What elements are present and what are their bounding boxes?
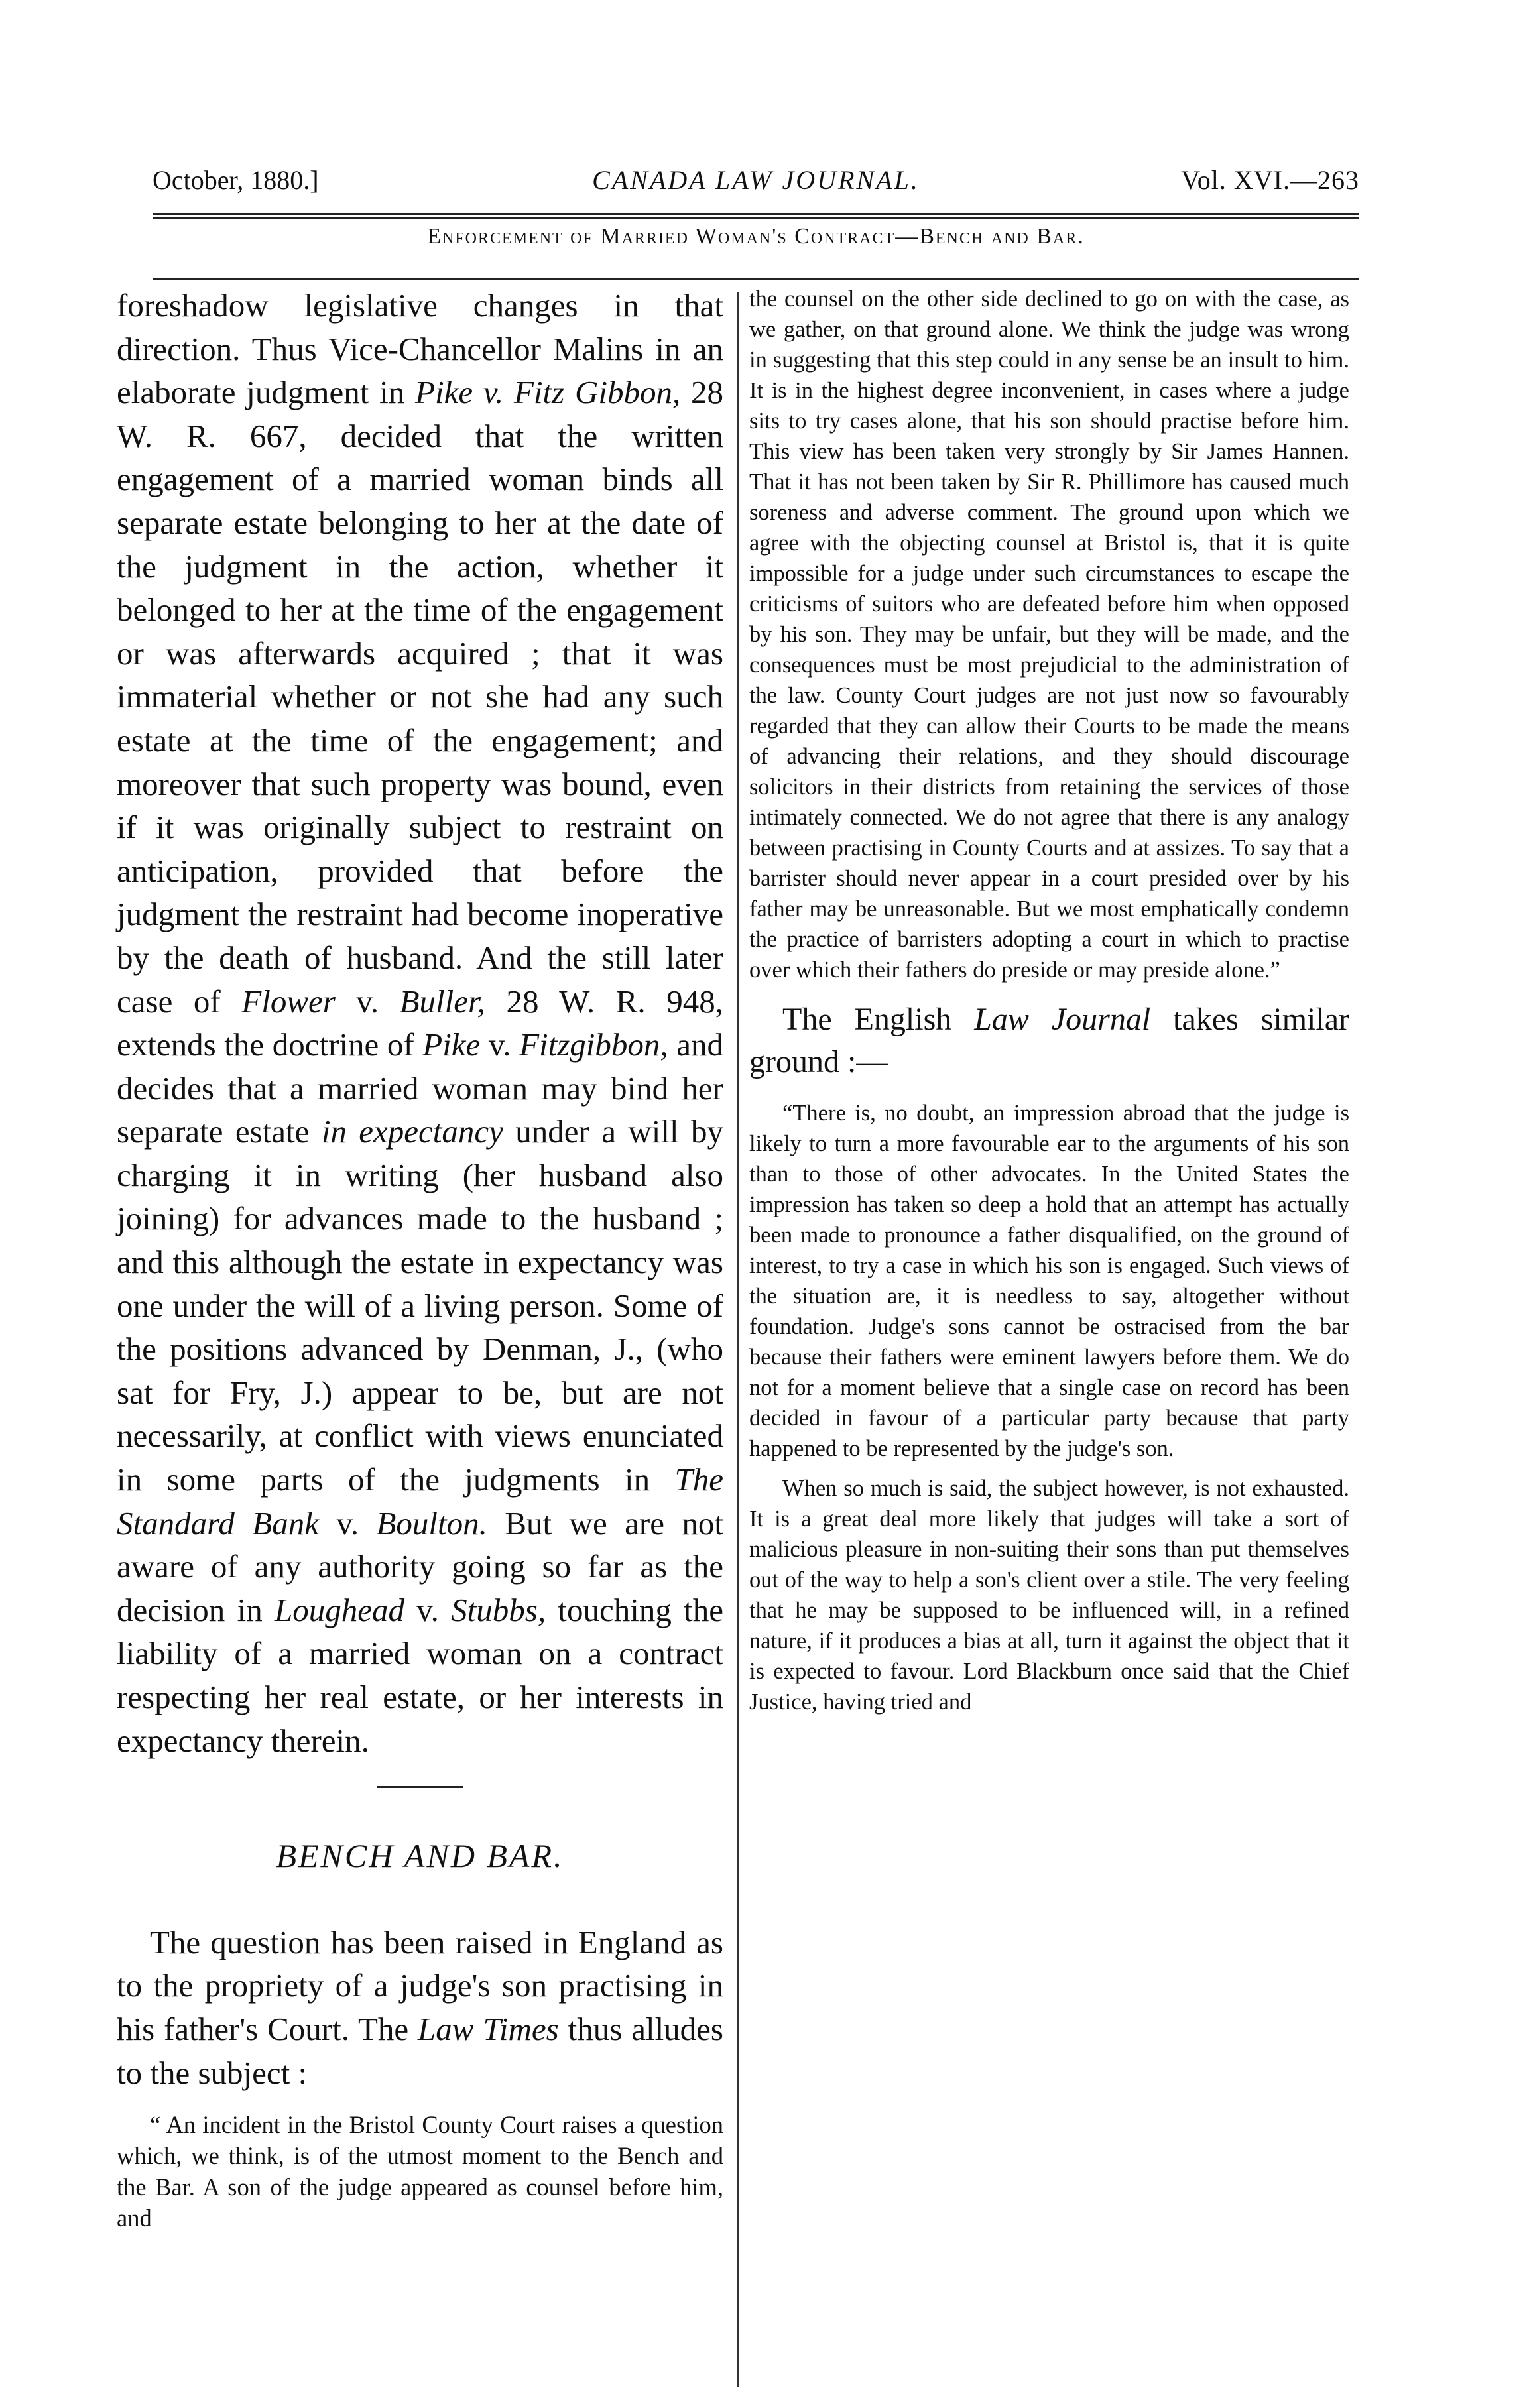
right-column [749, 284, 1349, 1717]
journal-title: CANADA LAW JOURNAL. [592, 165, 920, 195]
header-rule-bottom [153, 217, 1359, 219]
case-name: Pike [422, 1026, 481, 1063]
case-name: Buller, [399, 983, 485, 1020]
page-subtitle: Enforcement of Married Woman's Contract—Bench and Bar. [427, 224, 1085, 249]
header-rule-top [153, 213, 1359, 215]
case-name: Loughead [274, 1591, 404, 1628]
right-quote: “There is, no doubt, an impression abroad that the judge is likely to turn a more favourable ear to the arguments of his son than to those of other advocates. In the United States the impression has taken so deep a hold that an attempt has actually been made to pronounce a father disqualified, on the ground of interest, to try a case in which his son is engaged. Such views of the situation are, it is needless to say, altogether without foundation. Judge's sons cannot be ostracised from the bar because their fathers were eminent lawyers before them. We do not for a moment believe that a single case on record has been decided in favour of a particular party because that party happened to be represented by the judge's son. [749, 1101, 1349, 1461]
publication-name: Law Journal [974, 1002, 1151, 1037]
subtitle-rule [153, 278, 1359, 280]
left-column [117, 284, 723, 2234]
case-name: Boulton. [376, 1504, 487, 1541]
case-name: Stubbs, [451, 1591, 546, 1628]
case-name: Flower [241, 983, 336, 1020]
right-paragraph-2: The English Law Journal takes similar ground :— [749, 1002, 1350, 1079]
running-header [153, 164, 1359, 204]
column-divider [737, 292, 739, 2387]
section-heading: BENCH AND BAR. [276, 1837, 564, 1875]
left-paragraph-1: foreshadow legislative changes in that direction. Thus Vice-Chancellor Malins in an elaborate judgment in Pike v. Fitz Gibbon, 28 W. R. 667, decided that the written engagement of a married woman binds all separate estate belonging to her at the date of the judgment in the action, whether it belonged to her at the time of the engagement or was afterwards acquired ; that it was immaterial whether or not she had any such estate at the time of the engagement; and moreover that such property was bound, even if it was originally subject to restraint on anticipation, provided that before the judgment the restraint had become inoperative by the death of husband. And the still later case of Flower v. Buller, 28 W. R. 948, extends the doctrine of Pike v. Fitzgibbon, and decides that a married woman may bind her separate estate in expectancy under a will by charging it in writing (her husband also joining) for advances made to the husband ; and this although the estate in expectancy was one under the will of a living person. Some of the positions advanced by Denman, J., (who sat for Fry, J.) appear to be, but are not necessarily, at conflict with views enunciated in some parts of the judgments in The Standard Bank v. Boulton. But we are not aware of any authority going so far as the decision in Loughead v. Stubbs, touching the liability of a married woman on a contract respecting her real estate, or her interests in expectancy therein. [117, 287, 724, 1759]
right-paragraph-4: When so much is said, the subject however, is not exhausted. It is a great deal more likely that judges will take a sort of malicious pleasure in non-suiting their sons than put themselves out of the way to help a son's client over a stile. The very feeling that he may be supposed to be influenced will, in a refined nature, if it produces a bias at all, turn it against the object that it is expected to favour. Lord Blackburn once said that the Chief Justice, having tried and [749, 1476, 1349, 1715]
header-date: October, 1880.] [153, 165, 319, 195]
emphasis: in expectancy [321, 1113, 503, 1150]
volume-page: Vol. XVI.—263 [1181, 165, 1359, 195]
case-name: The Standard Bank [117, 1461, 723, 1541]
left-paragraph-2: The question has been raised in England as to the propriety of a judge's son practising in his father's Court. The Law Times thus alludes to the subject : [117, 1923, 724, 2091]
case-name: Fitzgibbon, [519, 1026, 668, 1063]
case-name: Pike v. Fitz Gibbon, [415, 374, 681, 411]
left-quote: “ An incident in the Bristol County Court raises a question which, we think, is of the utmost moment to the Bench and the Bar. A son of the judge appeared as counsel before him, and [117, 2111, 723, 2232]
publication-name: Law Times [418, 2010, 559, 2047]
section-separator [377, 1786, 463, 1788]
right-paragraph-1: the counsel on the other side declined to go on with the case, as we gather, on that ground alone. We think the judge was wrong in suggesting that this step could in any sense be an insult to him. It is in the highest degree inconvenient, in cases where a judge sits to try cases alone, that his son should practise before him. This view has been taken very strongly by Sir James Hannen. That it has not been taken by Sir R. Phillimore has caused much soreness and adverse comment. The ground upon which we agree with the objecting counsel at Bristol is, that it is quite impossible for a judge under such circumstances to escape the criticisms of suitors who are defeated before him when opposed by his son. They may be unfair, but they will be made, and the consequences must be most prejudicial to the administration of the law. County Court judges are not just now so favourably regarded that they can allow their Courts to be made the means of advancing their relations, and they should discourage solicitors in their districts from retaining the services of those intimately connected. We do not agree that there is any analogy between practising in County Courts and at assizes. To say that a barrister should never appear in a court presided over by his father may be unreasonable. But we most emphatically condemn the practice of barristers adopting a court in which to practise over which their fathers do preside or may preside alone.” [749, 286, 1349, 983]
